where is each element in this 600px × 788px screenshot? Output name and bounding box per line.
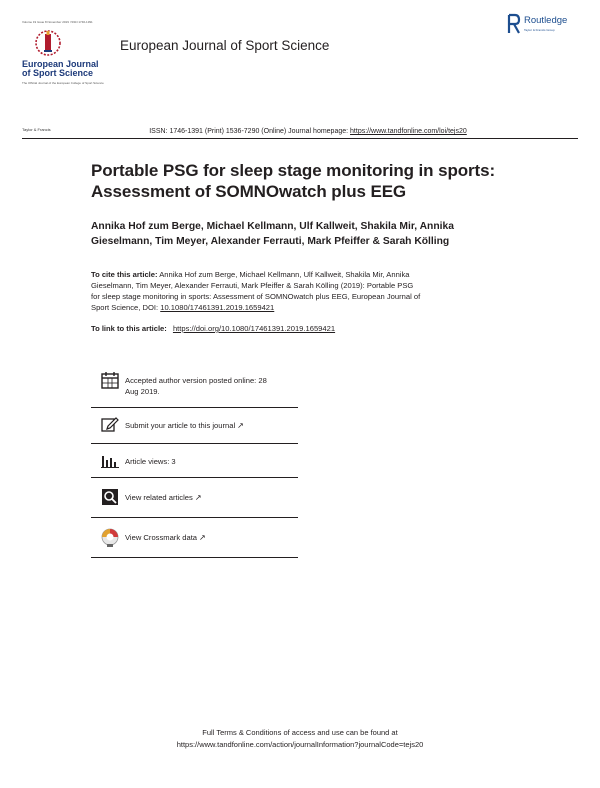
views-row [91,444,298,478]
terms-url[interactable]: https://www.tandfonline.com/action/journalInformation?journalCode=tejs20 [176,740,424,749]
calendar-icon [101,371,119,389]
crossmark-icon [101,528,119,548]
link-label: To link to this article: [91,324,167,333]
crossmark-row[interactable] [91,518,298,558]
article-doi-url[interactable]: https://doi.org/10.1080/17461391.2019.1659421 [172,324,336,333]
header-divider [22,138,578,139]
article-link-line [91,324,335,333]
citation-block: To cite this article: Annika Hof zum Berge, Michael Kellmann, Ulf Kallweit, Shakila Mir, Annika Gieselmann, Tim Meyer, Alexander Ferrauti, Mark Pfeiffer & Sarah Kölling (2019): Portable PSG for sleep stage monitoring in sports: Assessment of SOMNOwatch plus EEG, European Journal of Sport Science, DOI: 10.1080/17461391.2019.1659421 [91,270,421,312]
ecss-emblem-icon [32,28,64,58]
external-link-icon: ↗ [237,421,244,430]
related-articles-link[interactable]: View related articles ↗ [125,493,202,502]
search-document-icon [101,488,119,506]
crossmark-link[interactable]: View Crossmark data ↗ [125,533,206,542]
article-views: Article views: 3 [125,457,176,466]
footer-terms: Full Terms & Conditions of access and use can be found at https://www.tandfonline.com/action/journalInformation?journalCode=tejs20 [100,727,500,751]
citation-label: To cite this article: [91,270,158,279]
external-link-icon: ↗ [199,533,206,542]
publisher-name: Routledge [524,15,568,26]
issn-line: ISSN: 1746-1391 (Print) 1536-7290 (Online) Journal homepage: https://www.tandfonline.com/loi/tejs20 [149,128,467,135]
journal-cover-logo[interactable] [22,20,112,85]
journal-title[interactable]: European Journal of Sport Science [120,38,330,53]
citation-doi-link[interactable]: 10.1080/17461391.2019.1659421 [160,303,275,312]
logo-journal-name: European Journal of Sport Science [22,59,99,78]
accepted-row [91,366,298,408]
edit-icon [101,416,119,432]
bar-chart-icon [101,454,119,468]
submit-article-link[interactable]: Submit your article to this journal ↗ [125,421,244,430]
related-row[interactable] [91,478,298,518]
submit-row[interactable] [91,408,298,444]
article-info-list [91,366,298,558]
external-link-icon: ↗ [194,493,202,502]
taylor-francis-mark: Taylor & Francis [22,127,51,132]
logo-issue-text: Volume 19 Issue 8 November 2019 ISSN 1746-1391 [22,20,93,24]
routledge-r-icon [507,13,521,35]
article-title: Portable PSG for sleep stage monitoring in sports: Assessment of SOMNOwatch plus EEG [91,161,496,201]
accepted-date: Accepted author version posted online: 28 Aug 2019. [125,376,267,396]
article-authors: Annika Hof zum Berge, Michael Kellmann, Ulf Kallweit, Shakila Mir, Annika Gieselmann, Tim Meyer, Alexander Ferrauti, Mark Pfeiffer & Sarah Kölling [91,221,454,247]
publisher-subtitle: Taylor & Francis Group [524,28,555,32]
logo-subtitle: The Official Journal of the European College of Sport Science [22,81,104,85]
journal-homepage-link[interactable]: https://www.tandfonline.com/loi/tejs20 [350,128,467,135]
